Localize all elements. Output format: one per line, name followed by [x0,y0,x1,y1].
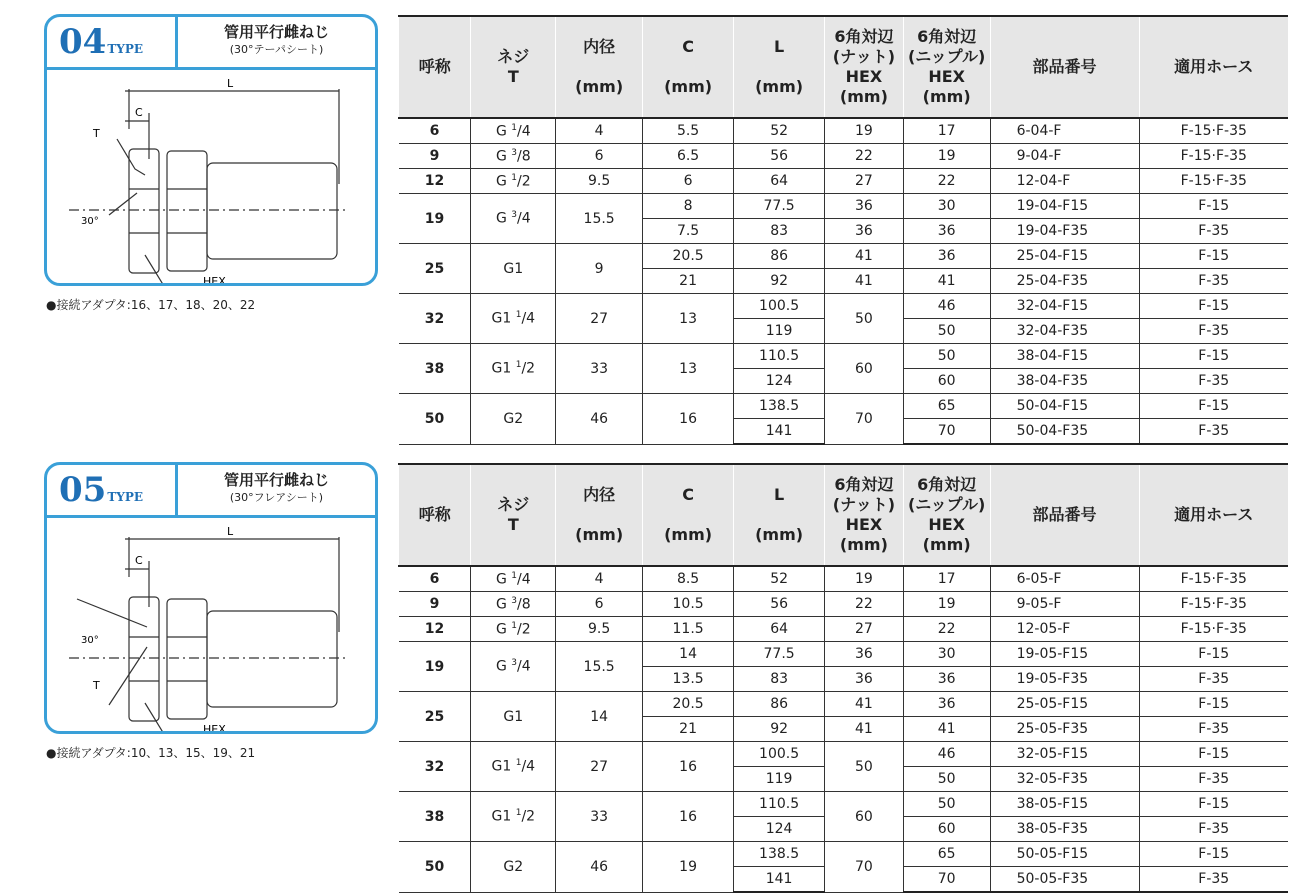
hex-nipple-cell: 50 [903,767,990,792]
c-cell: 16 [643,742,734,792]
column-header: C (mm) [643,16,734,118]
l-cell: 92 [734,717,825,742]
column-header: 呼称 [399,464,471,566]
c-cell: 13 [643,294,734,344]
thread-cell: G1 $^1$/2 [471,792,556,842]
hex-nut-cell: 36 [825,194,904,219]
type-code: 05TYPE [59,470,143,510]
part-number-cell: 50-04-F35 [990,419,1139,445]
nominal-cell: 12 [399,617,471,642]
inner-cell: 6 [556,144,643,169]
l-cell: 92 [734,269,825,294]
hex-nut-cell: 60 [825,344,904,394]
hex-nipple-cell: 60 [903,817,990,842]
nominal-cell: 12 [399,169,471,194]
part-number-cell: 6-04-F [990,118,1139,144]
l-cell: 119 [734,767,825,792]
table-row [399,592,1289,617]
column-header: 内径 (mm) [556,464,643,566]
part-number-cell: 9-04-F [990,144,1139,169]
hex-nut-cell: 70 [825,394,904,445]
hex-nut-cell: 70 [825,842,904,893]
part-number-cell: 19-05-F35 [990,667,1139,692]
part-number-cell: 12-04-F [990,169,1139,194]
hose-cell: F-35 [1139,867,1288,893]
table-row [399,792,1289,817]
hex-nut-cell: 50 [825,742,904,792]
l-cell: 86 [734,244,825,269]
label-T: T [93,679,100,692]
nominal-cell: 38 [399,792,471,842]
label-T: T [93,127,100,140]
hose-cell: F-15 [1139,692,1288,717]
l-cell: 141 [734,419,825,445]
hose-cell: F-35 [1139,369,1288,394]
hex-nipple-cell: 22 [903,617,990,642]
nominal-cell: 50 [399,842,471,893]
table-row [399,294,1289,319]
c-cell: 10.5 [643,592,734,617]
thread-cell: G1 [471,244,556,294]
column-header: L (mm) [734,464,825,566]
hose-cell: F-35 [1139,767,1288,792]
label-hex: HEX [203,723,226,733]
c-cell: 8 [643,194,734,219]
nominal-cell: 25 [399,692,471,742]
l-cell: 56 [734,144,825,169]
hose-cell: F-15 [1139,194,1288,219]
hose-cell: F-15 [1139,344,1288,369]
hex-nipple-cell: 36 [903,667,990,692]
hose-cell: F-35 [1139,667,1288,692]
column-header: 適用ホース [1139,464,1288,566]
hex-nut-cell: 41 [825,269,904,294]
hex-nipple-cell: 41 [903,269,990,294]
l-cell: 100.5 [734,294,825,319]
table-row [399,742,1289,767]
c-cell: 16 [643,792,734,842]
hex-nipple-cell: 30 [903,194,990,219]
column-header: 6角対辺 (ナット) HEX (mm) [825,464,904,566]
hex-nipple-cell: 19 [903,592,990,617]
section-type-04 [0,0,1312,440]
l-cell: 138.5 [734,842,825,867]
table-row [399,244,1289,269]
card-title: 管用平行雌ねじ [223,23,329,41]
part-number-cell: 6-05-F [990,566,1139,592]
column-header: ネジ T [471,16,556,118]
hex-nipple-cell: 65 [903,842,990,867]
hex-nipple-cell: 17 [903,118,990,144]
inner-cell: 33 [556,792,643,842]
part-number-cell: 50-04-F15 [990,394,1139,419]
hex-nut-cell: 36 [825,667,904,692]
nominal-cell: 25 [399,244,471,294]
hex-nipple-cell: 65 [903,394,990,419]
hose-cell: F-35 [1139,419,1288,445]
c-cell: 16 [643,394,734,445]
thread-cell: G2 [471,394,556,445]
hex-nipple-cell: 19 [903,144,990,169]
c-cell: 6 [643,169,734,194]
thread-cell: G $^1$/2 [471,617,556,642]
inner-cell: 46 [556,842,643,893]
part-number-cell: 50-05-F35 [990,867,1139,893]
c-cell: 7.5 [643,219,734,244]
column-header: 6角対辺 (ニップル) HEX (mm) [903,464,990,566]
card-subtitle: (30°テーパシート) [229,43,324,56]
hex-nipple-cell: 41 [903,717,990,742]
hex-nipple-cell: 17 [903,566,990,592]
nominal-cell: 50 [399,394,471,445]
table-row [399,617,1289,642]
hex-nut-cell: 41 [825,692,904,717]
nominal-cell: 38 [399,344,471,394]
label-L: L [227,525,234,538]
inner-cell: 27 [556,742,643,792]
column-header: 内径 (mm) [556,16,643,118]
spec-table [398,463,1288,893]
inner-cell: 4 [556,566,643,592]
hex-nipple-cell: 50 [903,344,990,369]
hex-nut-cell: 41 [825,244,904,269]
hose-cell: F-15 [1139,244,1288,269]
hose-cell: F-35 [1139,269,1288,294]
label-C: C [135,106,143,119]
inner-cell: 46 [556,394,643,445]
inner-cell: 21 [643,717,734,742]
table-row [399,642,1289,667]
thread-cell: G2 [471,842,556,893]
thread-cell: G1 $^1$/4 [471,294,556,344]
inner-cell: 9.5 [556,617,643,642]
thread-cell: G $^1$/4 [471,118,556,144]
thread-cell: G1 [471,692,556,742]
hex-nut-cell: 60 [825,792,904,842]
thread-cell: G $^3$/4 [471,642,556,692]
part-number-cell: 50-05-F15 [990,842,1139,867]
c-cell: 13.5 [643,667,734,692]
hex-nipple-cell: 50 [903,792,990,817]
type-card [44,462,378,734]
c-cell: 11.5 [643,617,734,642]
table-row [399,566,1289,592]
hex-nut-cell: 19 [825,566,904,592]
hose-cell: F-15·F-35 [1139,592,1288,617]
section-type-05 [0,448,1312,888]
c-cell: 5.5 [643,118,734,144]
hex-nut-cell: 19 [825,118,904,144]
nominal-cell: 6 [399,566,471,592]
fitting-diagram [47,517,375,733]
table-row [399,692,1289,717]
card-header [47,17,375,70]
hose-cell: F-15 [1139,742,1288,767]
c-cell: 9 [556,244,643,294]
part-number-cell: 25-05-F35 [990,717,1139,742]
inner-cell: 15.5 [556,642,643,692]
part-number-cell: 38-04-F35 [990,369,1139,394]
label-angle: 30° [81,216,99,227]
nominal-cell: 32 [399,742,471,792]
inner-cell: 20.5 [643,692,734,717]
inner-cell: 27 [556,294,643,344]
thread-cell: G $^3$/4 [471,194,556,244]
label-hex: HEX [203,275,226,285]
spec-table [398,15,1288,445]
l-cell: 77.5 [734,194,825,219]
c-cell: 6.5 [643,144,734,169]
hex-nut-cell: 36 [825,642,904,667]
l-cell: 52 [734,118,825,144]
part-number-cell: 25-04-F35 [990,269,1139,294]
inner-cell: 20.5 [643,244,734,269]
table-row [399,118,1289,144]
part-number-cell: 38-05-F35 [990,817,1139,842]
inner-cell: 21 [643,269,734,294]
thread-cell: G $^3$/8 [471,144,556,169]
l-cell: 77.5 [734,642,825,667]
part-number-cell: 32-04-F15 [990,294,1139,319]
l-cell: 110.5 [734,344,825,369]
hose-cell: F-15·F-35 [1139,144,1288,169]
thread-cell: G $^3$/8 [471,592,556,617]
column-header: 適用ホース [1139,16,1288,118]
hose-cell: F-15·F-35 [1139,169,1288,194]
part-number-cell: 9-05-F [990,592,1139,617]
part-number-cell: 32-05-F35 [990,767,1139,792]
table-row [399,194,1289,219]
nominal-cell: 9 [399,144,471,169]
table-row [399,169,1289,194]
hex-nut-cell: 27 [825,617,904,642]
hex-nipple-cell: 60 [903,369,990,394]
hose-cell: F-35 [1139,319,1288,344]
part-number-cell: 25-04-F15 [990,244,1139,269]
type-code: 04TYPE [59,22,143,62]
part-number-cell: 38-04-F15 [990,344,1139,369]
hex-nut-cell: 50 [825,294,904,344]
inner-cell: 9.5 [556,169,643,194]
nominal-cell: 9 [399,592,471,617]
table-row [399,394,1289,419]
column-header: 6角対辺 (ナット) HEX (mm) [825,16,904,118]
inner-cell: 4 [556,118,643,144]
hex-nipple-cell: 36 [903,219,990,244]
column-header: ネジ T [471,464,556,566]
inner-cell: 33 [556,344,643,394]
hex-nut-cell: 36 [825,219,904,244]
l-cell: 119 [734,319,825,344]
hex-nipple-cell: 36 [903,692,990,717]
c-cell: 14 [643,642,734,667]
hose-cell: F-15·F-35 [1139,566,1288,592]
part-number-cell: 12-05-F [990,617,1139,642]
thread-cell: G1 $^1$/2 [471,344,556,394]
column-header: 呼称 [399,16,471,118]
hex-nipple-cell: 36 [903,244,990,269]
hose-cell: F-15 [1139,842,1288,867]
part-number-cell: 32-05-F15 [990,742,1139,767]
column-header: C (mm) [643,464,734,566]
l-cell: 124 [734,817,825,842]
label-C: C [135,554,143,567]
column-header: 部品番号 [990,464,1139,566]
hex-nut-cell: 22 [825,592,904,617]
l-cell: 138.5 [734,394,825,419]
card-subtitle: (30°フレアシート) [229,491,324,504]
inner-cell: 15.5 [556,194,643,244]
nominal-cell: 32 [399,294,471,344]
c-cell: 8.5 [643,566,734,592]
card-header [47,465,375,518]
part-number-cell: 19-04-F15 [990,194,1139,219]
hose-cell: F-15 [1139,294,1288,319]
hex-nipple-cell: 30 [903,642,990,667]
adapter-note: ●接続アダプタ:10、13、15、19、21 [46,746,256,760]
hex-nut-cell: 27 [825,169,904,194]
table-row [399,144,1289,169]
c-cell: 13 [643,344,734,394]
hose-cell: F-15 [1139,642,1288,667]
part-number-cell: 25-05-F15 [990,692,1139,717]
l-cell: 64 [734,169,825,194]
hex-nipple-cell: 46 [903,294,990,319]
hose-cell: F-35 [1139,219,1288,244]
l-cell: 64 [734,617,825,642]
hex-nut-cell: 22 [825,144,904,169]
column-header: L (mm) [734,16,825,118]
hex-nipple-cell: 70 [903,419,990,445]
c-cell: 14 [556,692,643,742]
hex-nut-cell: 41 [825,717,904,742]
table-row [399,344,1289,369]
nominal-cell: 19 [399,642,471,692]
nominal-cell: 19 [399,194,471,244]
part-number-cell: 38-05-F15 [990,792,1139,817]
hex-nipple-cell: 50 [903,319,990,344]
thread-cell: G $^1$/2 [471,169,556,194]
card-title: 管用平行雌ねじ [223,471,329,489]
l-cell: 83 [734,667,825,692]
nominal-cell: 6 [399,118,471,144]
hose-cell: F-35 [1139,817,1288,842]
part-number-cell: 32-04-F35 [990,319,1139,344]
thread-cell: G1 $^1$/4 [471,742,556,792]
hose-cell: F-15·F-35 [1139,118,1288,144]
hose-cell: F-15·F-35 [1139,617,1288,642]
l-cell: 83 [734,219,825,244]
l-cell: 56 [734,592,825,617]
part-number-cell: 19-04-F35 [990,219,1139,244]
table-row [399,842,1289,867]
hose-cell: F-15 [1139,394,1288,419]
l-cell: 124 [734,369,825,394]
c-cell: 19 [643,842,734,893]
type-card [44,14,378,286]
hose-cell: F-15 [1139,792,1288,817]
l-cell: 86 [734,692,825,717]
thread-cell: G $^1$/4 [471,566,556,592]
adapter-note: ●接続アダプタ:16、17、18、20、22 [46,298,256,312]
hex-nipple-cell: 46 [903,742,990,767]
l-cell: 52 [734,566,825,592]
label-angle: 30° [81,635,99,646]
inner-cell: 6 [556,592,643,617]
hex-nipple-cell: 22 [903,169,990,194]
column-header: 6角対辺 (ニップル) HEX (mm) [903,16,990,118]
l-cell: 141 [734,867,825,893]
part-number-cell: 19-05-F15 [990,642,1139,667]
hex-nipple-cell: 70 [903,867,990,893]
hose-cell: F-35 [1139,717,1288,742]
l-cell: 100.5 [734,742,825,767]
column-header: 部品番号 [990,16,1139,118]
fitting-diagram [47,69,375,285]
l-cell: 110.5 [734,792,825,817]
label-L: L [227,77,234,90]
